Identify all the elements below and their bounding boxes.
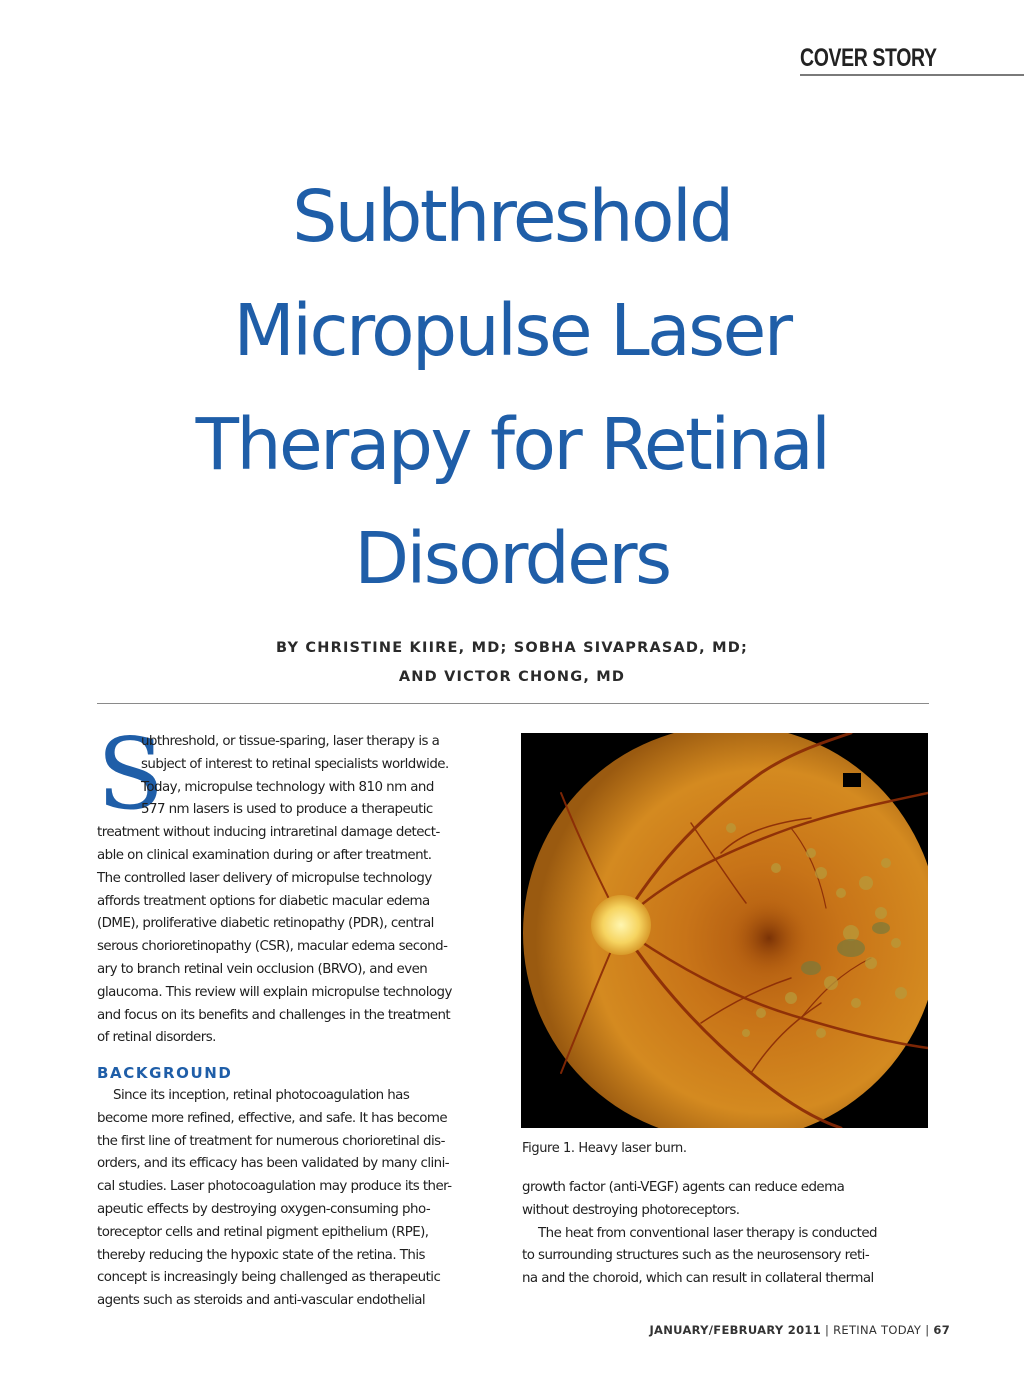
- text-line: concept is increasingly being challenged as therapeutic: [97, 1270, 441, 1286]
- figure-caption: Figure 1. Heavy laser burn.: [522, 1141, 687, 1156]
- dropcap: S: [97, 718, 165, 832]
- text-line: to surrounding structures such as the neurosensory reti-: [522, 1248, 870, 1264]
- footer-publication: RETINA TODAY: [833, 1323, 922, 1337]
- text-line: thereby reducing the hypoxic state of the retina. This: [97, 1247, 425, 1263]
- text-line: na and the choroid, which can result in collateral thermal: [522, 1271, 874, 1287]
- text-line: affords treatment options for diabetic macular edema: [97, 893, 430, 909]
- article-title: [0, 160, 1024, 616]
- title-line: Disorders: [354, 517, 670, 600]
- text-line: cal studies. Laser photocoagulation may produce its ther-: [97, 1179, 452, 1195]
- text-line: (DME), proliferative diabetic retinopathy (PDR), central: [97, 916, 434, 932]
- footer-issue: JANUARY/FEBRUARY 2011: [649, 1323, 821, 1337]
- text-line: and focus on its benefits and challenges in the treatment: [97, 1007, 451, 1023]
- byline: [0, 634, 1024, 692]
- text-line: become more refined, effective, and safe. It has become: [97, 1110, 448, 1126]
- text-line: The heat from conventional laser therapy is conducted: [538, 1225, 877, 1241]
- text-line: orders, and its efficacy has been validated by many clini-: [97, 1156, 450, 1172]
- page-footer: [0, 1323, 950, 1337]
- text-line: able on clinical examination during or after treatment.: [97, 847, 432, 863]
- text-line: without destroying photoreceptors.: [522, 1202, 740, 1218]
- byline-line: AND VICTOR CHONG, MD: [398, 669, 626, 685]
- section-rule: [800, 74, 1024, 76]
- title-line: Therapy for Retinal: [195, 403, 829, 486]
- text-line: of retinal disorders.: [97, 1030, 216, 1046]
- text-line: subject of interest to retinal specialists worldwide.: [141, 756, 449, 772]
- section-heading: BACKGROUND: [97, 1064, 233, 1083]
- fundus-photo: [521, 733, 928, 1128]
- title-line: Subthreshold: [292, 175, 732, 258]
- footer-separator: |: [824, 1323, 830, 1337]
- text-line: the first line of treatment for numerous chorioretinal dis-: [97, 1133, 445, 1149]
- text-line: glaucoma. This review will explain micropulse technology: [97, 984, 452, 1000]
- fundus-image: [521, 733, 928, 1128]
- title-line: Micropulse Laser: [233, 289, 791, 372]
- section-label: COVER STORY: [800, 44, 937, 72]
- text-line: 577 nm lasers is used to produce a therapeutic: [141, 802, 433, 818]
- page-number: 67: [933, 1323, 950, 1337]
- divider-rule: [97, 703, 929, 704]
- footer-separator: |: [925, 1323, 930, 1337]
- text-line: ary to branch retinal vein occlusion (BRVO), and even: [97, 961, 428, 977]
- text-line: agents such as steroids and anti-vascular endothelial: [97, 1293, 426, 1309]
- text-line: treatment without inducing intraretinal damage detect-: [97, 825, 440, 841]
- text-line: serous chorioretinopathy (CSR), macular edema second-: [97, 939, 448, 955]
- text-line: apeutic effects by destroying oxygen-consuming pho-: [97, 1201, 431, 1217]
- text-line: Since its inception, retinal photocoagulation has: [113, 1087, 410, 1103]
- left-column: [97, 731, 507, 1313]
- right-column: [522, 1177, 932, 1291]
- text-line: toreceptor cells and retinal pigment epithelium (RPE),: [97, 1224, 429, 1240]
- text-line: The controlled laser delivery of micropulse technology: [97, 870, 432, 886]
- text-line: ubthreshold, or tissue-sparing, laser therapy is a: [141, 734, 440, 749]
- byline-line: BY CHRISTINE KIIRE, MD; SOBHA SIVAPRASAD, MD;: [276, 640, 748, 656]
- text-line: Today, micropulse technology with 810 nm and: [141, 779, 434, 795]
- text-line: growth factor (anti-VEGF) agents can reduce edema: [522, 1180, 845, 1195]
